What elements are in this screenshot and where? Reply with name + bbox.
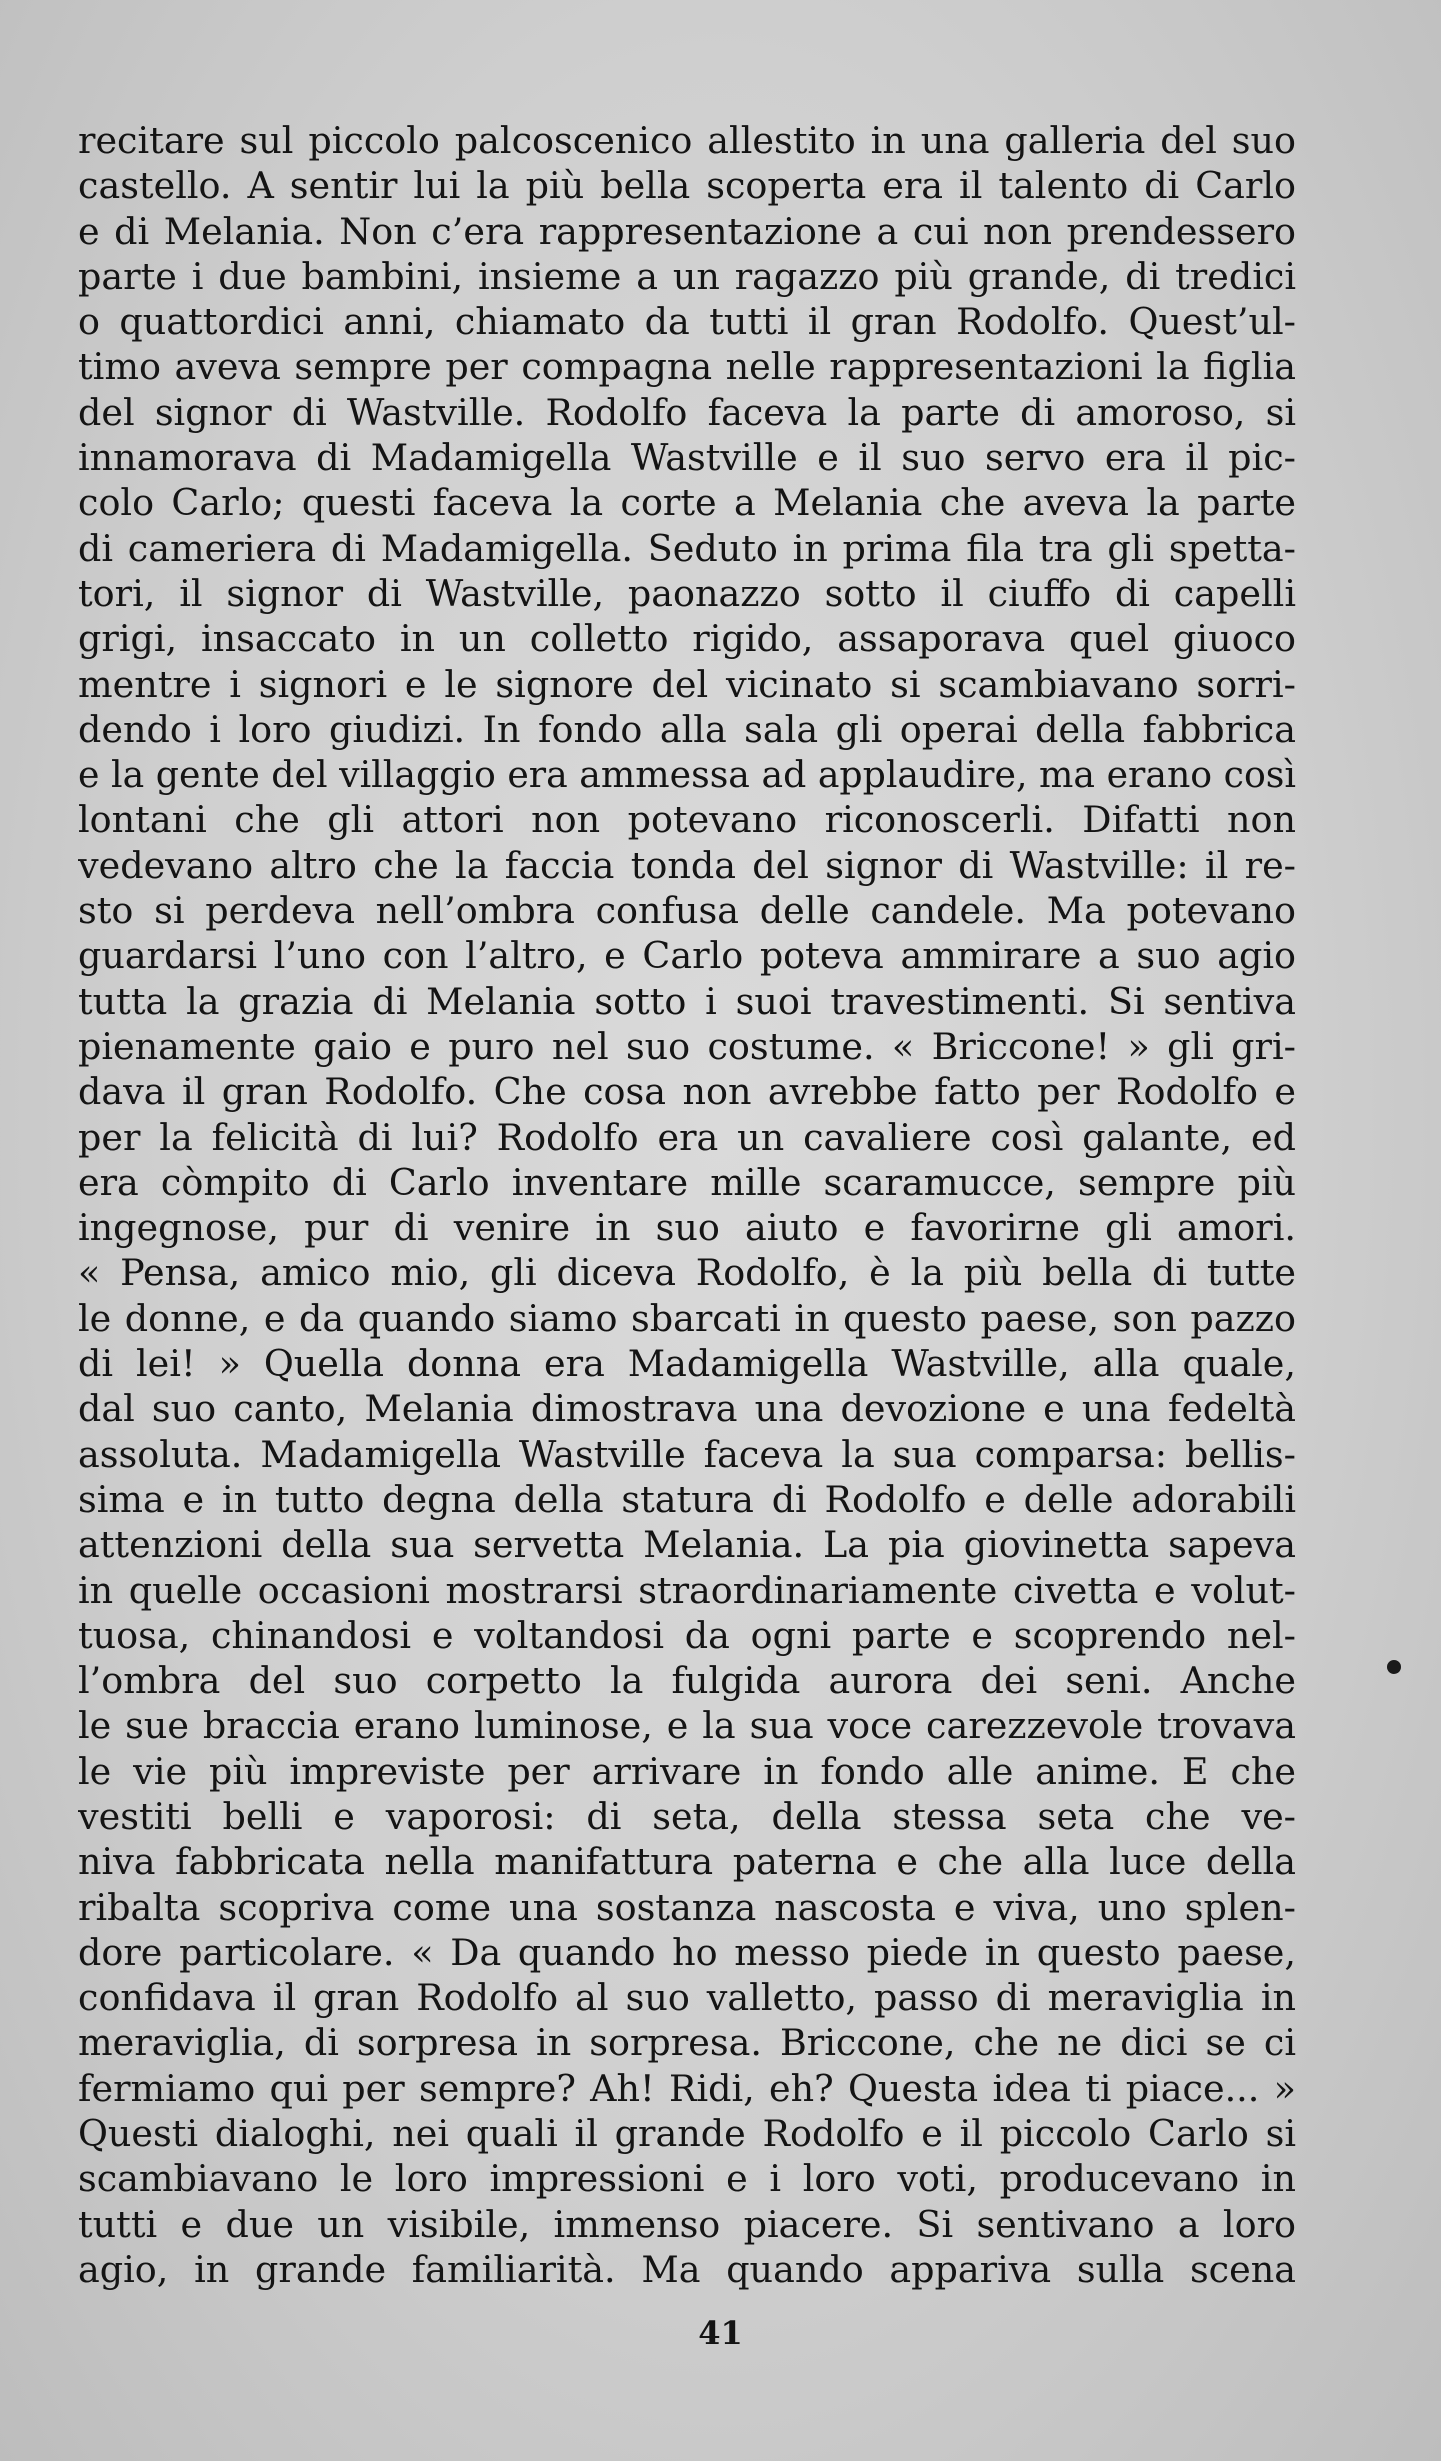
text-line: del signor di Wastville. Rodolfo faceva la parte di amoroso, si <box>78 390 1296 434</box>
text-line: scambiavano le loro impressioni e i loro voti, producevano in <box>78 2157 1296 2201</box>
text-line: o quattordici anni, chiamato da tutti il gran Rodolfo. Quest’ul- <box>78 300 1296 344</box>
text-line: dendo i loro giudizi. In fondo alla sala gli operai della fabbrica <box>78 707 1296 751</box>
text-line: niva fabbricata nella manifattura paterna e che alla luce della <box>78 1840 1296 1884</box>
text-line: assoluta. Madamigella Wastville faceva la sua comparsa: bellis- <box>78 1432 1296 1476</box>
text-line: lontani che gli attori non potevano riconoscerli. Difatti non <box>78 798 1296 842</box>
text-line: vedevano altro che la faccia tonda del signor di Wastville: il re- <box>78 843 1296 887</box>
text-line: in quelle occasioni mostrarsi straordinariamente civetta e volut- <box>78 1568 1296 1612</box>
text-line: confidava il gran Rodolfo al suo valletto, passo di meraviglia in <box>78 1976 1296 2020</box>
text-line: sima e in tutto degna della statura di Rodolfo e delle adorabili <box>78 1477 1296 1521</box>
text-line: sto si perdeva nell’ombra confusa delle candele. Ma potevano <box>78 889 1296 933</box>
text-line: timo aveva sempre per compagna nelle rappresentazioni la figlia <box>78 345 1296 389</box>
text-line: attenzioni della sua servetta Melania. La pia giovinetta sapeva <box>78 1523 1296 1567</box>
ink-speck <box>1387 1660 1401 1674</box>
text-line: e di Melania. Non c’era rappresentazione a cui non prendessero <box>78 209 1296 253</box>
text-line: l’ombra del suo corpetto la fulgida aurora dei seni. Anche <box>78 1659 1296 1703</box>
text-line: tutta la grazia di Melania sotto i suoi travestimenti. Si sentiva <box>78 979 1296 1023</box>
text-line: tuosa, chinandosi e voltandosi da ogni parte e scoprendo nel- <box>78 1613 1296 1657</box>
text-line: mentre i signori e le signore del vicinato si scambiavano sorri- <box>78 662 1296 706</box>
text-line: di lei! » Quella donna era Madamigella Wastville, alla quale, <box>78 1342 1296 1386</box>
text-line: le sue braccia erano luminose, e la sua voce carezzevole trovava <box>78 1704 1296 1748</box>
text-line: tutti e due un visibile, immenso piacere. Si sentivano a loro <box>78 2202 1296 2246</box>
text-line: per la felicità di lui? Rodolfo era un cavaliere così galante, ed <box>78 1115 1296 1159</box>
text-line: Questi dialoghi, nei quali il grande Rodolfo e il piccolo Carlo si <box>78 2112 1296 2156</box>
text-line: vestiti belli e vaporosi: di seta, della stessa seta che ve- <box>78 1794 1296 1838</box>
text-line: grigi, insaccato in un colletto rigido, assaporava quel giuoco <box>78 617 1296 661</box>
text-line: innamorava di Madamigella Wastville e il suo servo era il pic- <box>78 436 1296 480</box>
text-line: castello. A sentir lui la più bella scoperta era il talento di Carlo <box>78 164 1296 208</box>
text-line: dava il gran Rodolfo. Che cosa non avrebbe fatto per Rodolfo e <box>78 1070 1296 1114</box>
text-line: ingegnose, pur di venire in suo aiuto e favorirne gli amori. <box>78 1206 1296 1250</box>
text-line: era còmpito di Carlo inventare mille scaramucce, sempre più <box>78 1160 1296 1204</box>
text-line: le donne, e da quando siamo sbarcati in questo paese, son pazzo <box>78 1296 1296 1340</box>
text-line: « Pensa, amico mio, gli diceva Rodolfo, è la più bella di tutte <box>78 1251 1296 1295</box>
text-line: fermiamo qui per sempre? Ah! Ridi, eh? Questa idea ti piace... » <box>78 2066 1296 2110</box>
text-line: tori, il signor di Wastville, paonazzo sotto il ciuffo di capelli <box>78 571 1296 615</box>
text-line: pienamente gaio e puro nel suo costume. « Briccone! » gli gri- <box>78 1024 1296 1068</box>
text-line: parte i due bambini, insieme a un ragazzo più grande, di tredici <box>78 254 1296 298</box>
text-line: le vie più impreviste per arrivare in fondo alle anime. E che <box>78 1749 1296 1793</box>
text-line: meraviglia, di sorpresa in sorpresa. Briccone, che ne dici se ci <box>78 2021 1296 2065</box>
body-text <box>78 118 1296 2292</box>
page-number: 41 <box>698 2314 743 2352</box>
text-line: e la gente del villaggio era ammessa ad applaudire, ma erano così <box>78 753 1296 797</box>
text-line: di cameriera di Madamigella. Seduto in prima fila tra gli spetta- <box>78 526 1296 570</box>
text-line: agio, in grande familiarità. Ma quando appariva sulla scena <box>78 2247 1296 2291</box>
text-line: guardarsi l’uno con l’altro, e Carlo poteva ammirare a suo agio <box>78 934 1296 978</box>
text-line: recitare sul piccolo palcoscenico allestito in una galleria del suo <box>78 119 1296 162</box>
text-line: dore particolare. « Da quando ho messo piede in questo paese, <box>78 1930 1296 1974</box>
text-line: dal suo canto, Melania dimostrava una devozione e una fedeltà <box>78 1387 1296 1431</box>
text-line: ribalta scopriva come una sostanza nascosta e viva, uno splen- <box>78 1885 1296 1929</box>
text-line: colo Carlo; questi faceva la corte a Melania che aveva la parte <box>78 481 1296 525</box>
